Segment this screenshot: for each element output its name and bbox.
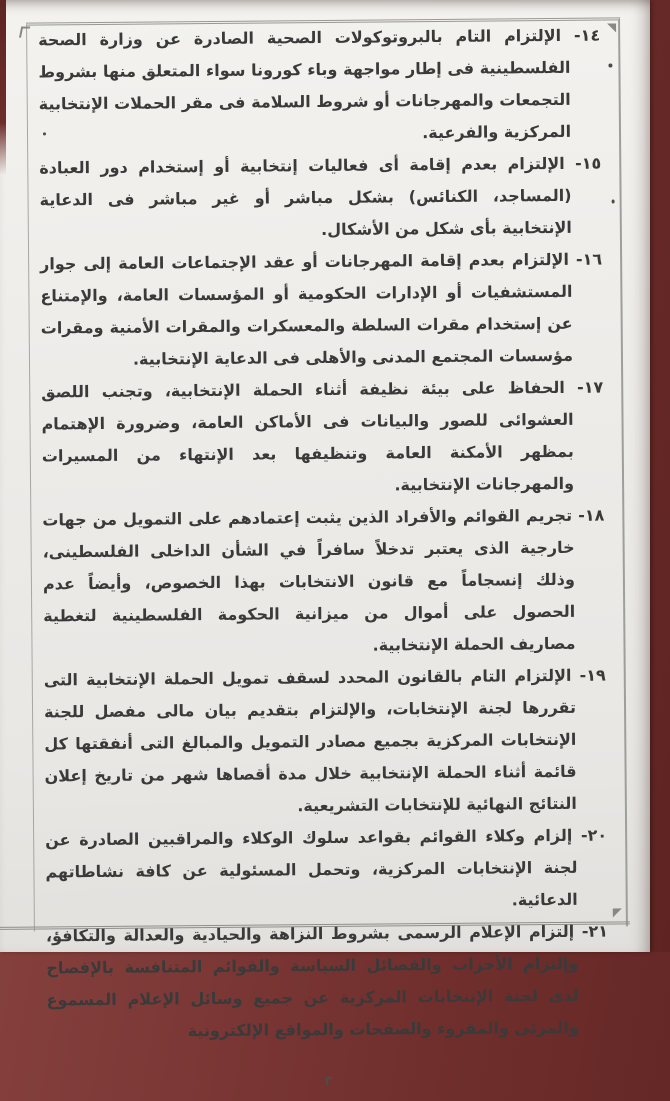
document-content (38, 20, 609, 1101)
list-item (38, 20, 601, 153)
item-number: ٢٠- (580, 825, 608, 845)
list-item (40, 244, 603, 377)
list-item (45, 820, 608, 921)
item-text: الإلتزام بعدم إقامة المهرجانات أو عقد الإجتماعات العامة إلى جوار المستشفيات أو الإدارات الحكومية أو المؤسسات العامة، والإمتناع عن إستخدام مقرات السلطة والمعسكرات والمقرات الأمنية ومقرات مؤسسات المجتمع المدنى والأهلى فى الدعاية الإنتخابية. (40, 249, 574, 369)
item-number: ١٩- (579, 665, 606, 685)
corner-mark-bottom-right (613, 908, 622, 917)
item-number: ٢١- (581, 921, 609, 941)
list-item (41, 372, 604, 505)
list-item (42, 500, 605, 665)
item-number: ١٦- (575, 249, 603, 269)
ink-speck (612, 199, 615, 203)
item-number: ١٧- (576, 377, 604, 397)
item-text: إلتزام الإعلام الرسمى بشروط النزاهة والحيادية والعدالة والتكافؤ، وإلتزام الأحزاب والفصائل السياسة والقوائم المتنافسة بالإفصاح لدى لجنة الإنتخابات المركزية عن جميع وسائل الإعلام المسموع والمرئى والمقروء والصفحات والمواقع الإلكترونية (45, 921, 579, 1041)
item-number: ١٤- (573, 25, 601, 45)
item-text: إلزام وكلاء القوائم بقواعد سلوك الوكلاء والمراقبين الصادرة عن لجنة الإنتخابات المركزية، وتحمل المسئولية عن كافة نشاطاتهم الدعائية. (45, 825, 578, 910)
list-item (46, 916, 609, 1049)
list-item (39, 148, 602, 249)
item-number: ١٥- (575, 153, 602, 173)
item-text: الإلتزام التام بالبروتوكولات الصحية الصادرة عن وزارة الصحة الفلسطينية فى إطار مواجهة وباء كورونا سواء المتعلق منها بشروط التجمعات والمهرجانات أو شروط السلامة فى مقر الحملات الإنتخابية المركزية والفرعية. (38, 25, 572, 143)
list-item (44, 660, 607, 825)
item-text: الإلتزام التام بالقانون المحدد لسقف تمويل الحملة الإنتخابية التى تقررها لجنة الإنتخابات، والإلتزام بتقديم بيان مالى مفصل للجنة الإنتخابات المركزية بجميع مصادر التمويل والمبالغ التى أنفقتها كل قائمة أثناء الحملة الإنتخابية خلال مدة أقصاها شهر من تاريخ إعلان النتائج النهائية للإنتخابات التشريعية. (43, 665, 577, 816)
ink-speck (608, 63, 612, 67)
corner-mark-top-right (607, 23, 616, 32)
item-text: تجريم القوائم والأفراد الذين يثبت إعتمادهم على التمويل من جهات خارجية الذى يعتبر تدخلاً سافراً في الشأن الداخلى الفلسطينى، وذلك إنسجاماً مع قانون الانتخابات بهذا الخصوص، وأيضاً عدم الحصول على أموال من ميزانية الحكومة الفلسطينية لتغطية مصاريف الحملة الإنتخابية. (42, 505, 576, 655)
item-text: الحفاظ على بيئة نظيفة أثناء الحملة الإنتخابية، وتجنب اللصق العشوائى للصور والبيانات فى الأماكن العامة، وضرورة الإهتمام بمظهر الأمكنة العامة وتنظيفها بعد الإنتهاء من المسيرات والمهرجانات الإنتخابية. (41, 377, 575, 495)
page-number: ٣ (324, 1073, 333, 1090)
item-text: الإلتزام بعدم إقامة أى فعاليات إنتخابية أو إستخدام دور العبادة (المساجد، الكنائس) بشكل مباشر أو غير مباشر فى الدعاية الإنتخابية بأى شكل من الأشكال. (39, 153, 572, 240)
item-number: ١٨- (578, 505, 605, 525)
